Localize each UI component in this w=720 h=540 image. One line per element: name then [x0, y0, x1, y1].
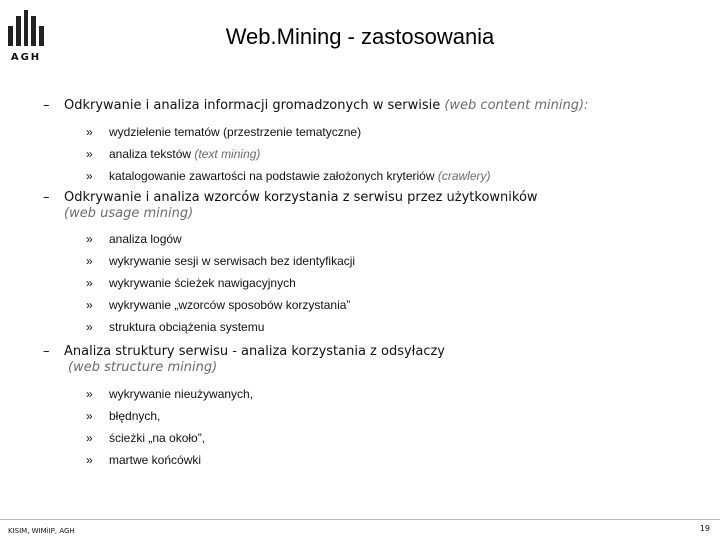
bullet: »: [86, 387, 93, 401]
slide-content: [0, 98, 720, 467]
item-text: wydzielenie tematów (przestrzenie tematyczne): [109, 125, 362, 139]
bullet: »: [86, 431, 93, 445]
item-text: martwe końcówki: [109, 453, 202, 467]
bullet: »: [86, 276, 93, 290]
item-italic: (text mining): [194, 147, 261, 161]
section-usage-mining: [0, 190, 720, 222]
dash-bullet: –: [43, 190, 50, 205]
item-text: wykrywanie „wzorców sposobów korzystania”: [109, 298, 351, 312]
list-item: [0, 254, 720, 268]
item-text: wykrywanie nieużywanych,: [109, 387, 254, 401]
item-text: struktura obciążenia systemu: [109, 320, 265, 334]
item-text: katalogowanie zawartości na podstawie założonych kryteriów: [109, 169, 438, 183]
item-italic: (crawlery): [437, 169, 491, 183]
item-text: wykrywanie ścieżek nawigacyjnych: [109, 276, 296, 290]
bullet: »: [86, 232, 93, 246]
bullet: »: [86, 147, 93, 161]
logo-text: AGH: [10, 52, 42, 63]
footer-divider: [0, 519, 720, 520]
list-item: [0, 169, 720, 183]
section-text: Odkrywanie i analiza informacji gromadzonych w serwisie: [64, 98, 445, 113]
list-item: [0, 276, 720, 290]
footer-affiliation: KISIM, WIMiIP, AGH: [8, 527, 75, 535]
list-item: [0, 320, 720, 334]
section-text: Analiza struktury serwisu - analiza korzystania z odsyłaczy: [64, 344, 445, 359]
item-text: ścieżki „na około”,: [109, 431, 206, 445]
page-number: 19: [699, 524, 710, 533]
section-italic: (web structure mining): [68, 360, 218, 375]
dash-bullet: –: [43, 98, 50, 113]
section-content-mining: [0, 98, 720, 114]
dash-bullet: –: [43, 344, 50, 359]
item-text: analiza logów: [109, 232, 182, 246]
section-italic: (web content mining):: [444, 98, 589, 113]
section-structure-mining: [0, 344, 720, 376]
bullet: »: [86, 409, 93, 423]
bullet: »: [86, 169, 93, 183]
list-item: [0, 431, 720, 445]
list-item: [0, 125, 720, 139]
slide-title: Web.Mining - zastosowania: [225, 24, 495, 49]
section-text: Odkrywanie i analiza wzorców korzystania z serwisu przez użytkowników: [64, 190, 538, 205]
bullet: »: [86, 298, 93, 312]
item-text: analiza tekstów: [109, 147, 195, 161]
list-item: [0, 298, 720, 312]
bullet: »: [86, 125, 93, 139]
list-item: [0, 232, 720, 246]
item-text: błędnych,: [109, 409, 161, 423]
list-item: [0, 409, 720, 423]
section-italic: (web usage mining): [64, 206, 194, 221]
list-item: [0, 387, 720, 401]
item-text: wykrywanie sesji w serwisach bez identyfikacji: [109, 254, 356, 268]
list-item: [0, 453, 720, 467]
bullet: »: [86, 453, 93, 467]
list-item: [0, 147, 720, 161]
bullet: »: [86, 320, 93, 334]
bullet: »: [86, 254, 93, 268]
